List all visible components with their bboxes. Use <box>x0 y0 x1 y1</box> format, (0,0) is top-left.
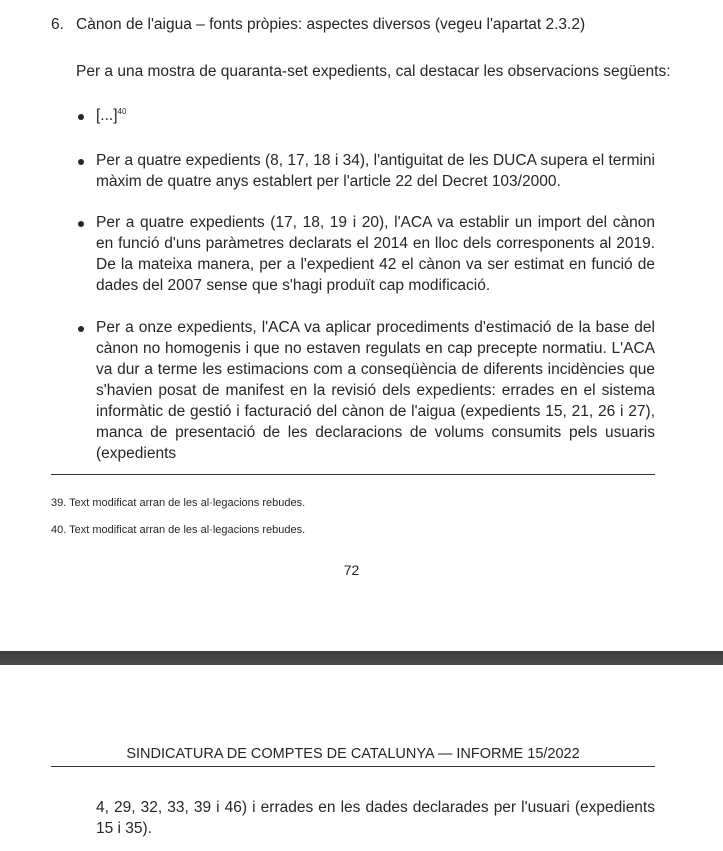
bullet-text: [...] <box>96 107 118 124</box>
footnote-divider <box>51 474 655 475</box>
bullet-item-3 <box>76 212 655 296</box>
footnote-reference[interactable]: 40 <box>117 107 127 116</box>
bullet-marker <box>78 326 84 332</box>
running-header: SINDICATURA DE COMPTES DE CATALUNYA — INFORME 15/2022 <box>126 746 580 762</box>
bullet-text: Per a onze expedients, l'ACA va aplicar procediments d'estimació de la base del cànon no homogenis i que no estaven regulats en cap precepte normatiu. L'ACA va dur a terme les estimacions com a conseqüència de diferents incidències que s'havien posat de manifest en la revisió dels expedients: errades en el sistema informàtic de gestió i facturació del cànon de l'aigua (expedients 15, 21, 26 i 27), manca de presentació de les declaracions de volums consumits pels usuaris (expedients <box>96 319 655 462</box>
page-number: 72 <box>343 562 360 578</box>
bullet-item-2 <box>76 150 655 192</box>
header-divider <box>51 766 655 767</box>
footnote-40: 40. Text modificat arran de les al·legacions rebudes. <box>51 524 306 536</box>
intro-paragraph: Per a una mostra de quaranta-set expedients, cal destacar les observacions següents: <box>76 63 671 80</box>
bullet-marker <box>78 159 84 165</box>
bullet-item-1 <box>76 105 655 128</box>
section-heading <box>51 14 585 35</box>
bullet-marker <box>78 114 84 120</box>
bullet-text: Per a quatre expedients (8, 17, 18 i 34), l'antiguitat de les DUCA supera el termini màxim de quatre anys establert per l'article 22 del Decret 103/2000. <box>96 152 655 190</box>
bullet-item-4 <box>76 317 655 464</box>
footnote-39: 39. Text modificat arran de les al·legacions rebudes. <box>51 497 306 509</box>
page-separator <box>0 651 723 665</box>
section-number: 6. <box>51 16 64 33</box>
bullet-marker <box>78 221 84 227</box>
continuation-paragraph: 4, 29, 32, 33, 39 i 46) i errades en les dades declarades per l'usuari (expedients 15 i 35). <box>96 799 655 837</box>
section-title: Cànon de l'aigua – fonts pròpies: aspectes diversos (vegeu l'apartat 2.3.2) <box>76 16 586 33</box>
bullet-text: Per a quatre expedients (17, 18, 19 i 20), l'ACA va establir un import del cànon en funció d'uns paràmetres declarats el 2014 en lloc dels corresponents al 2019. De la mateixa manera, per a l'expedient 42 el cànon va ser estimat en funció de dades del 2007 sense que s'hagi produït cap modificació. <box>96 214 655 294</box>
